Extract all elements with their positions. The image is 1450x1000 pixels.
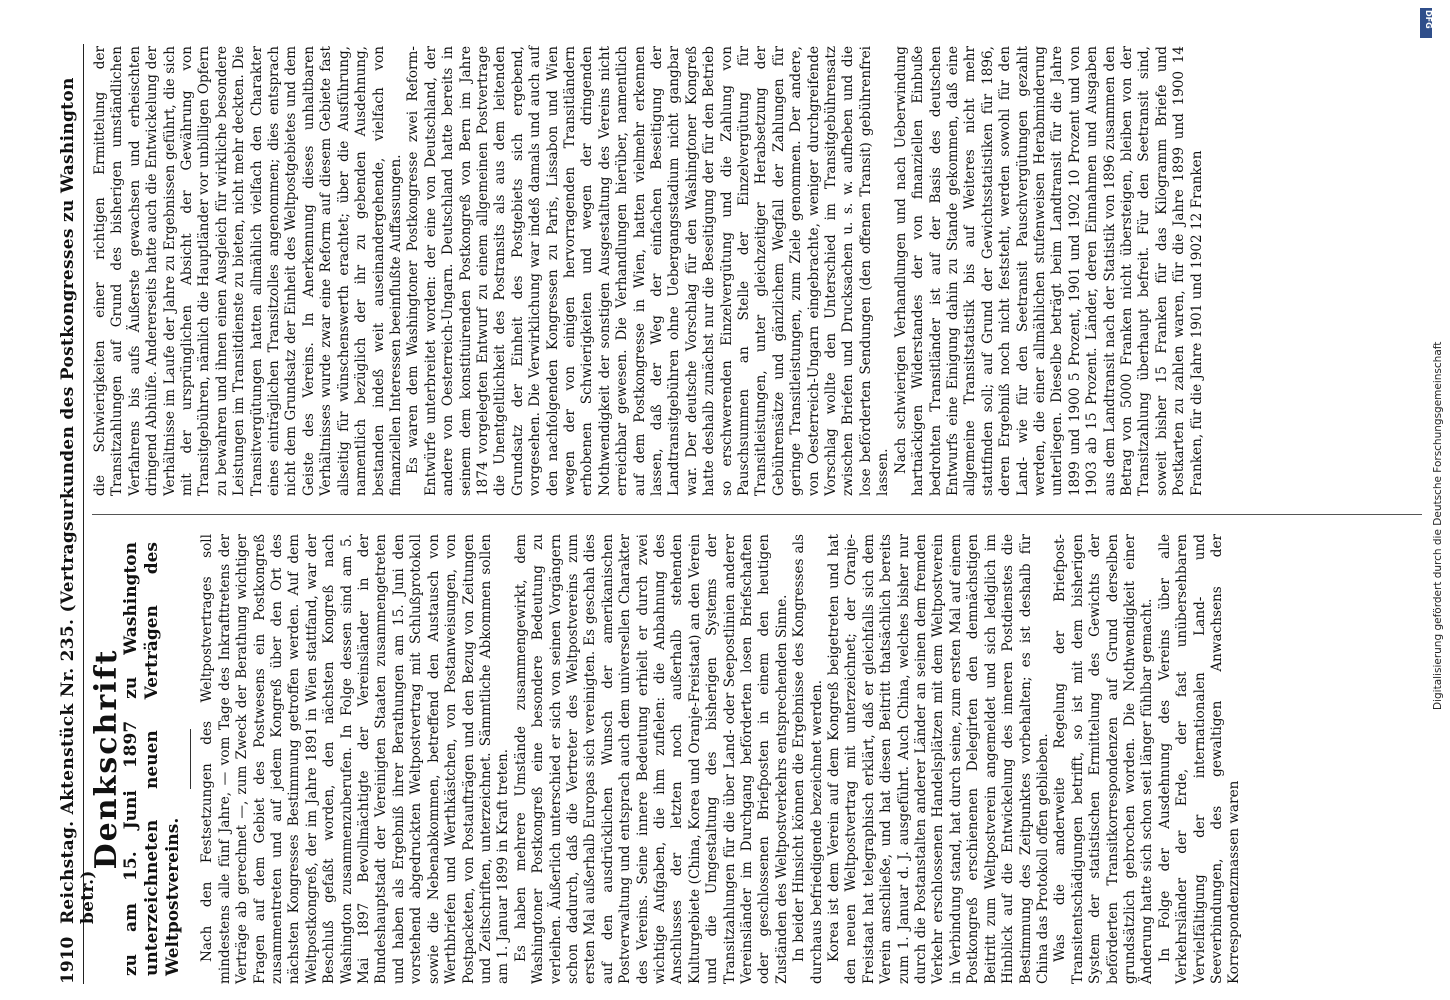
paragraph: In Folge der Ausdehnung des Vereins über alle Verkehrsländer der Erde, der fast unübersehbaren Vervielfältigung der internationalen Land- und Seeverbindungen, des gewaltigen Anwachsens der Korrespondenzmassen waren (1156, 534, 1243, 984)
paragraph: Nach schwierigen Verhandlungen und nach Ueberwindung hartnäckigen Widerstandes der von finanziellen Einbuße bedrohten Transitländer ist auf der Basis des deutschen Entwurfs eine Einigung dahin zu Stande gekommen, daß eine allgemeine Transitstatistik bis auf Weiteres nicht mehr stattfinden soll; auf Grund der Gewichtsstatistiken für 1896, deren Ergebniß noch nicht feststeht, werden sowohl für den Land- wie für den Seetransit Pauschvergütungen gezahlt werden, die einer allmählichen stufenweisen Herabminderung unterliegen. Dieselbe beträgt beim Landtransit für die Jahre 1899 und 1900 5 Prozent, 1901 und 1902 10 Prozent und von 1903 ab 15 Prozent. Länder, deren Einnahmen und Ausgaben aus dem Landtransit nach der Statistik von 1896 zusammen den Betrag von 5000 Franken nicht übersteigen, bleiben von der Transitzahlung überhaupt befreit. Für den Seetransit sind, soweit bisher 15 Franken für das Kilogramm Briefe und Postkarten zu zahlen waren, für die Jahre 1899 und 1900 14 Franken, für die Jahre 1901 und 1902 12 Franken (892, 46, 1205, 496)
paragraph: Korea ist dem Verein auf dem Kongreß beigetreten und hat den neuen Weltpostvertrag mit unterzeichnet; der Oranje-Freistaat hat telegraphisch erklärt, daß er gleichfalls sich dem Verein anschließe, und hat diesen Beitritt thatsächlich bereits zum 1. Januar d. J. ausgeführt. Auch China, welches bisher nur durch die Postanstalten anderer Länder an seinen dem fremden Verkehr erschlossenen Handelsplätzen mit dem Weltpostverein in Verbindung stand, hat durch seine, zum ersten Mal auf einem Postkongreß erschienenen Delegirten den demnächstigen Beitritt zum Weltpostverein angemeldet und sich lediglich im Hinblick auf die Entwickelung des inneren Postdienstes die Bestimmung des Zeitpunktes vorbehalten; es ist deshalb für China das Protokoll offen geblieben. (826, 534, 1051, 984)
left-column (89, 534, 1422, 984)
digitization-credit (1414, 10, 1444, 990)
credit-text: Digitalisierung gefördert durch die Deutsche Forschungsgemeinschaft (1432, 341, 1444, 710)
running-header (58, 44, 98, 984)
document-subtitle: zu am 15. Juni 1897 zu Washington unterzeichneten neuen Verträgen des Weltpostvereins. (121, 542, 184, 976)
paragraph: In beider Hinsicht können die Ergebnisse des Kongresses als durchaus befriedigende bezeichnet werden. (791, 534, 825, 984)
paragraph: Es haben mehrere Umstände zusammengewirkt, dem Washingtoner Postkongreß eine besondere Bedeutung zu verleihen. Äußerlich unterschied er sich von seinen Vorgängern schon dadurch, daß die Vertreter des Weltpostvereins zum ersten Mal außerhalb Europas sich vereinigten. Es geschah dies auf den ausdrücklichen Wunsch der amerikanischen Postverwaltung und entsprach auch dem universellen Charakter des Vereins. Seine innere Bedeutung erhielt er durch zwei wichtige Aufgaben, die ihm zufielen: die Anbahnung des Anschlusses der letzten noch außerhalb stehenden Kulturgebiete (China, Korea und Oranje-Freistaat) an den Verein und die Umgestaltung des bisherigen Systems der Transitzahlungen für die über Land- oder Seepostlinien anderer Vereinsländer im Durchgang beförderten losen Briefschaften oder geschlossenen Briefposten in einem den heutigen Zuständen des Weltpostverkehrs entsprechenden Sinne. (512, 534, 790, 984)
page-number: 1910 (58, 936, 78, 984)
paragraph: die Schwierigkeiten einer richtigen Ermittelung der Transitzahlungen auf Grund des bisherigen umständlichen Verfahrens bis aufs Äußerste gewachsen und erheischten dringend Abhülfe. Andererseits hatte auch die Entwickelung der Verhältnisse im Laufe der Jahre zu Ergebnissen geführt, die sich mit der ursprünglichen Absicht der Gewährung von Transitgebühren, nämlich die Hauptländer vor unbilligen Opfern zu bewahren und ihnen einen Ausgleich für wirkliche besondere Leistungen im Transitdienste zu bieten, nicht mehr deckten. Die Transitvergütungen hatten allmählich vielfach den Charakter eines einträglichen Transitzolles angenommen; dies entsprach nicht dem Grundsatz der Einheit des Weltpostgebietes und dem Geiste des Vereins. In Anerkennung dieses unhaltbaren Verhältnisses wurde zwar eine Reform auf diesem Gebiete fast allseitig für wünschenswerth erachtet; über die Ausführung, namentlich bezüglich der ihr zu gebenden Ausdehnung, bestanden indeß weit auseinandergehende, vielfach von finanziellen Interessen beeinflußte Auffassungen. (92, 46, 404, 496)
paragraph: Es waren dem Washingtoner Postkongresse zwei Reform-Entwürfe unterbreitet worden: der eine von Deutschland, der andere von Oesterreich-Ungarn. Deutschland hatte bereits in seinem dem konstituirenden Postkongreß von Bern im Jahre 1874 vorgelegten Entwurf zu einem allgemeinen Postvertrage die Unentgeltlichkeit des Postransits als aus dem leitenden Grundsatz der Einheit des Postgebiets sich ergebend, vorgesehen. Die Verwirklichung war indeß damals und auch auf den nachfolgenden Kongressen zu Paris, Lissabon und Wien wegen der von einigen hervorragenden Transitländern erhobenen Schwierigkeiten und wegen der dringenden Nothwendigkeit der sonstigen Ausgestaltung des Vereins nicht erreichbar gewesen. Die Verhandlungen hierüber, namentlich auf dem Postkongresse in Wien, hatten vielmehr erkennen lassen, daß der Weg der einfachen Beseitigung der Landtransitgebühren ohne Uebergangsstadium nicht gangbar war. Der deutsche Vorschlag für den Washingtoner Kongreß hatte deshalb zunächst nur die Beseitigung der für den Betrieb so erschwerenden Einzelvergütung und die Zahlung von Pauschsummen an Stelle der Einzelvergütung für Transitleistungen, unter gleichzeitiger Herabsetzung der Gebührensätze und gänzlichem Wegfall der Zahlungen für geringe Transitleistungen, zum Ziele genommen. Der andere, von Oesterreich-Ungarn eingebrachte, weniger durchgreifende Vorschlag wollte den Unterschied im Transitgebührensatz zwischen Briefen und Drucksachen u. s. w. aufheben und die lose beförderten Sendungen (den offenen Transit) gebührenfrei lassen. (405, 46, 892, 496)
title-divider (190, 729, 191, 789)
right-column (92, 46, 1422, 496)
paragraph: Was die anderweite Regelung der Briefpost-Transitentschädigungen betrifft, so ist mit dem bisherigen System der statistischen Ermittelung des Gewichts der beförderten Transitkorrespondenzen auf Grund derselben grundsätzlich gebrochen worden. Die Nothwendigkeit einer Änderung hatte sich schon seit länger fühlbar gemacht. (1052, 534, 1156, 984)
paragraph: Nach den Festsetzungen des Weltpostvertrages soll mindestens alle fünf Jahre, — vom Tage des Inkrafttretens der Verträge ab gerechnet —, zum Zweck der Berathung wichtiger Fragen auf dem Gebiet des Postwesens ein Postkongreß zusammentreten und auf jedem Kongreß über den Ort des nächsten Kongresses Bestimmung getroffen werden. Auf dem Weltpostkongreß, der im Jahre 1891 in Wien stattfand, war der Beschluß gefaßt worden, den nächsten Kongreß nach Washington zusammenzuberufen. In Folge dessen sind am 5. Mai 1897 Bevollmächtigte der Vereinsländer in der Bundeshauptstadt der Vereinigten Staaten zusammengetreten und haben als Ergebniß ihrer Berathungen am 15. Juni den vorstehend abgedruckten Weltpostvertrag mit Schlußprotokoll sowie die Nebenabkommen, betreffend den Austausch von Werthbriefen und Werthkästchen, von Postanweisungen, von Postpacketen, von Postaufträgen und den Bezug von Zeitungen und Zeitschriften, unterzeichnet. Sämmtliche Abkommen sollen am 1. Januar 1899 in Kraft treten. (199, 534, 512, 984)
dfg-logo-text: DFG (1424, 10, 1433, 29)
rotated-content (58, 44, 1428, 984)
document-title: Denkschrift (89, 648, 124, 870)
dfg-logo (1420, 8, 1432, 38)
column-rule (92, 514, 1422, 515)
header-text: Reichstag. Aktenstück Nr. 235. (Vertragsurkunden des Postkongresses zu Washington betr.) (58, 77, 98, 924)
